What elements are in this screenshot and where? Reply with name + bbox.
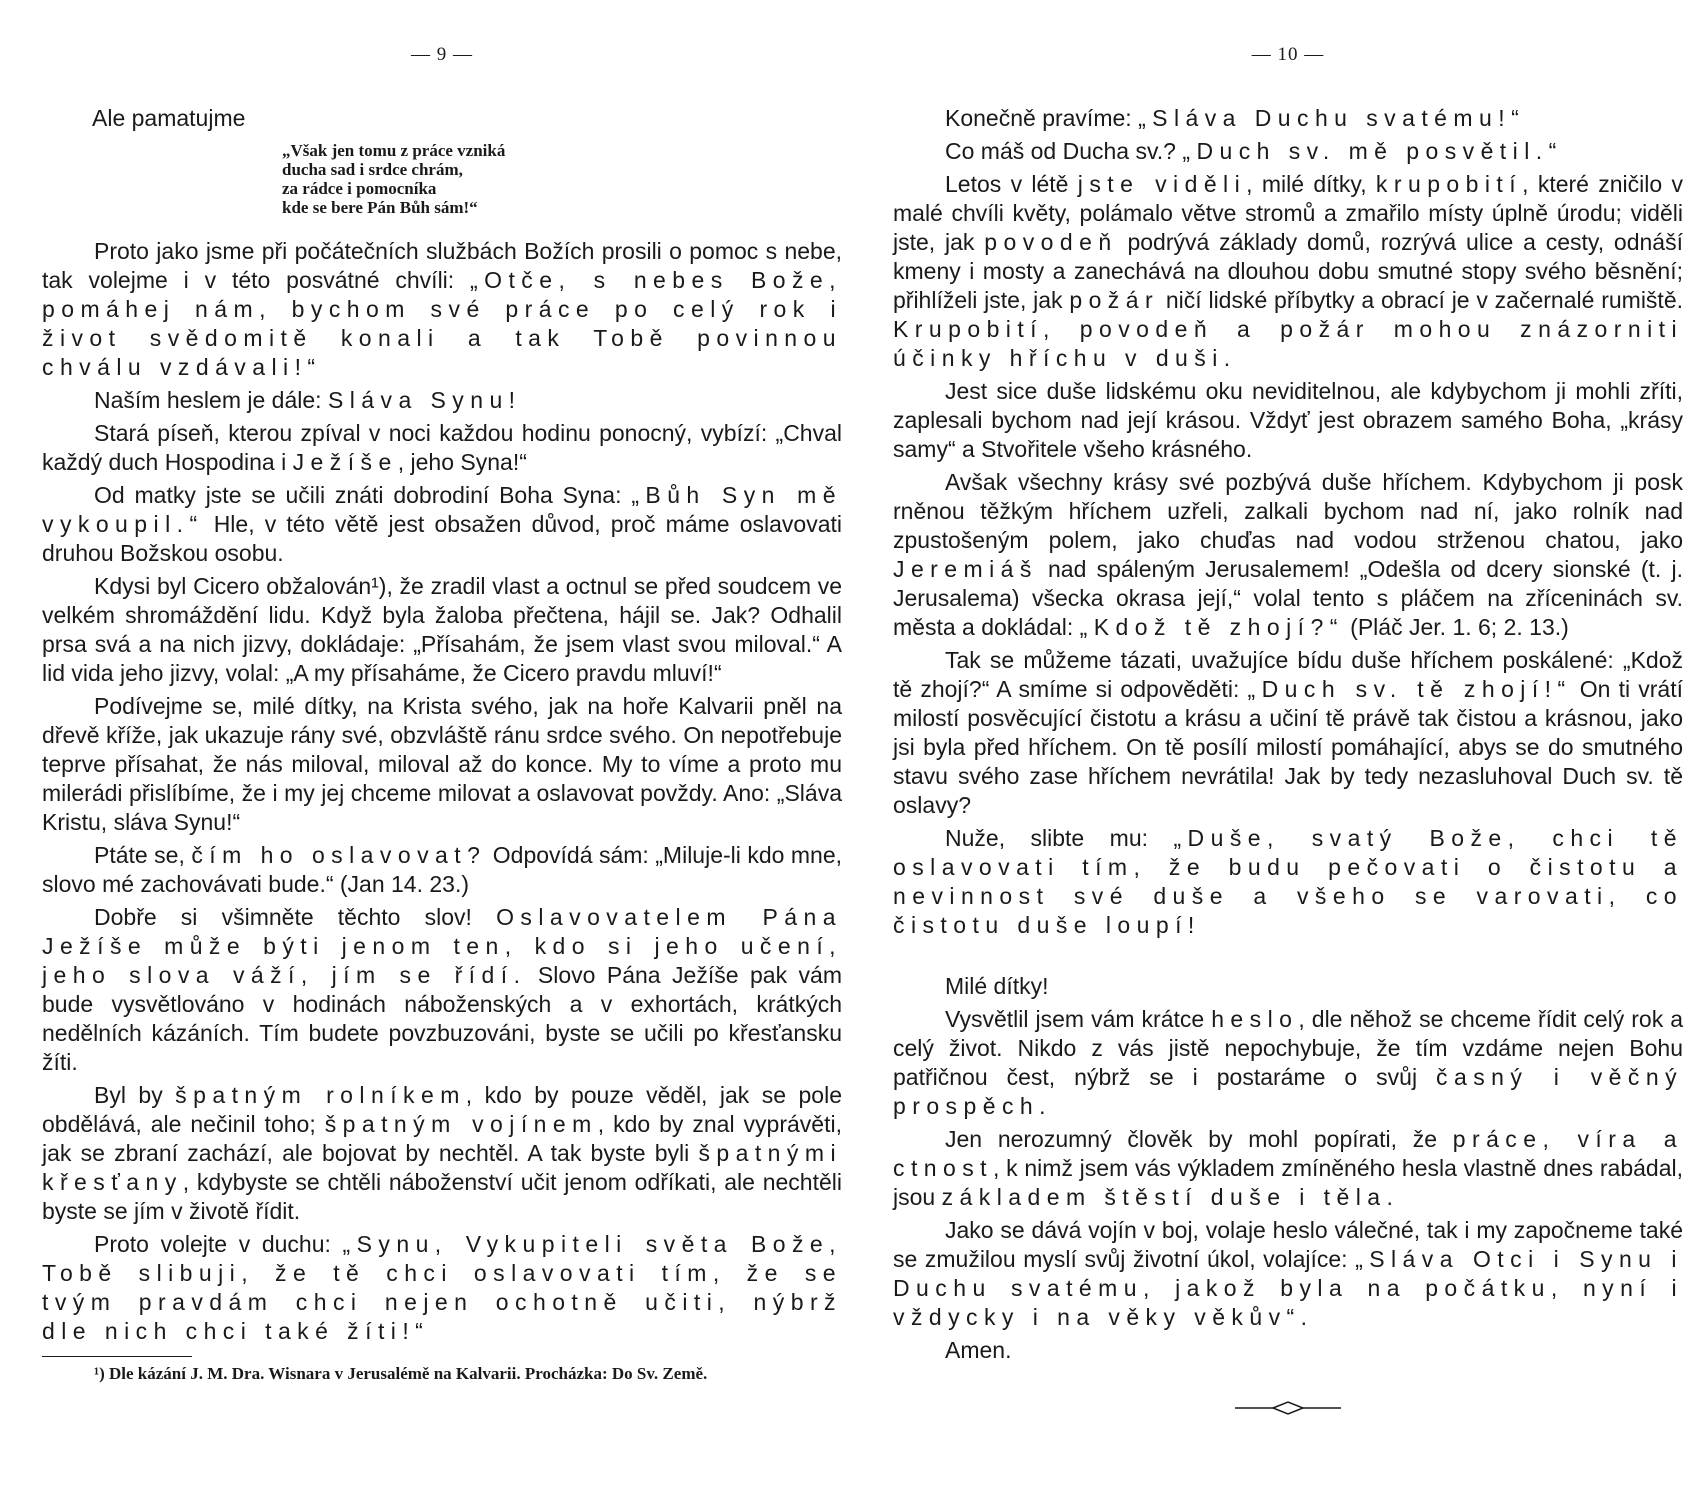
text-run: Tak se můžeme tázati, uvažujíce bídu duše hříchem poskálené: „Kdož tě zhojí?“ A smíme si odpověděti: — [893, 647, 1683, 702]
text-run: Dobře si všimněte těchto slov! — [94, 904, 497, 930]
paragraph — [893, 170, 1683, 373]
emphasis-text: špatnými křesťany — [42, 1140, 842, 1195]
text-run: Co máš od Ducha sv.? — [945, 138, 1183, 164]
text-run: Letos v létě — [945, 171, 1078, 197]
footnote-rule — [42, 1356, 192, 1357]
poem-line: za rádce i pomocníka — [282, 179, 437, 198]
emphasis-text: „Duch sv. tě zhojí!“ — [1247, 676, 1572, 702]
emphasis-text: „Otče, s nebes Bože, pomáhej nám, bychom své práce po celý rok i život svědomitě konali a tak Tobě povinnou chválu vzdávali!“ — [42, 267, 842, 380]
emphasis-text: „Sláva Duchu svatému!“ — [1138, 105, 1526, 131]
text-run: , kdo by znal vyprávěti, jak se zbraní zachází, ale bojovat by nechtěl. A tak byste byli — [42, 1111, 842, 1166]
text-run: Jen nerozumný člověk by mohl popírati, že — [945, 1126, 1453, 1152]
left-page — [42, 0, 842, 1500]
text-run: Jako se dává vojín v boj, volaje heslo válečné, tak i my započneme také se zmužilou myslí svůj životní úkol, volajíce: — [893, 1217, 1683, 1272]
emphasis-text: Sláva Synu! — [327, 387, 522, 413]
text-run: (Pláč Jer. 1. 6; 2. 13.) — [1343, 614, 1569, 640]
emphasis-text: Krupobití, povodeň a požár mohou znázorniti účinky hříchu v duši. — [893, 316, 1683, 371]
emphasis-text: „Synu, Vykupiteli světa Bože, Tobě slibuji, že tě chci oslavovati tím, že se tvým pravdám chci nejen ochotně učiti, nýbrž dle nich chci také žíti!“ — [42, 1231, 842, 1344]
emphasis-text: Jeremiáš — [893, 556, 1038, 582]
text-run: Hle, v této větě jest obsažen důvod, proč máme oslavovati druhou Božskou osobu. — [42, 511, 842, 566]
text-run: Proto jako jsme při počátečních službách Božích prosili o pomoc s nebe, tak volejme i v této posvátné chvíli: — [42, 238, 842, 293]
text-run: Avšak všechny krásy své pozbývá duše hříchem. Kdybychom ji posk rněnou těžkým hříchem uzřeli, zalkali bychom nad ní, jako rolník nad zpustošeným polem, jako chuďas nad vodou strženou chatou, jako — [893, 469, 1683, 553]
poem — [282, 141, 842, 217]
poem-line: „Však jen tomu z práce vzniká — [282, 141, 506, 160]
emphasis-text: čím ho oslavovat? — [191, 842, 487, 868]
page-number: — 9 — — [411, 44, 473, 65]
poem-line: kde se bere Pán Bůh sám!“ — [282, 198, 478, 217]
paragraph — [42, 1230, 842, 1346]
paragraph — [42, 841, 842, 899]
emphasis-text: Ježíše — [292, 449, 398, 475]
text-run: , kdybyste se chtěli náboženství učit jenom odříkati, ale nechtěli byste se jím v životě řídit. — [42, 1169, 842, 1224]
text-run: , jeho Syna!“ — [397, 449, 527, 475]
text-run: Slovo Pána Ježíše pak vám bude vysvětlováno v hodinách náboženských a v exhortách, krátkých nedělních kázáních. Tím budete povzbuzováni, byste se učili po křesťansku žíti. — [42, 962, 842, 1075]
paragraph — [42, 481, 842, 568]
text-run: , milé dítky, — [1246, 171, 1376, 197]
text-run: ničí lidské příbytky a obrací je v začernalé rumiště. — [1159, 287, 1683, 313]
ornament-icon — [1233, 1399, 1343, 1417]
text-run: , dle něhož se chceme řídit celý rok a celý život. Nikdo z vás jistě nepochybuje, že tím vzdáme nejen Bohu patřičnou čest, nýbrž se i postaráme o svůj — [893, 1006, 1684, 1090]
paragraph — [42, 386, 842, 415]
emphasis-text: požár — [1069, 287, 1160, 313]
paragraph — [42, 903, 842, 1077]
footnote: ¹) Dle kázání J. M. Dra. Wisnara v Jerusalémě na Kalvarii. Procházka: Do Sv. Země. — [94, 1364, 708, 1383]
emphasis-text: „Bůh Syn mě vykoupil.“ — [42, 482, 842, 537]
emphasis-text: časný i věčný prospěch. — [893, 1064, 1684, 1119]
end-ornament — [893, 1399, 1683, 1422]
left-page-body — [42, 104, 842, 1384]
emphasis-text: práce, víra a ctnost — [893, 1126, 1683, 1181]
paragraph: Podívejme se, milé dítky, na Krista svého, jak na hoře Kalvarii pněl na dřevě kříže, jak ukazuje rány své, obzvláště ránu srdce svého. On nepotřebuje teprve přísahat, že nás miloval, miloval až do konce. My to víme a proto mu milerádi přislíbíme, že i my jej chceme milovat a oslavovat povždy. Ano: „Sláva Kristu, sláva Synu!“ — [42, 693, 842, 835]
text-run: On ti vrátí milostí posvěcující čistotu a krásu a učiní tě právě tak čistou a krásnou, jako jsi byla před hříchem. On tě posílí milostí pomáhající, abys se do smutného stavu svého zase hříchem nevrátila! Jak by tedy nezasluhoval Duch sv. tě oslavy? — [893, 676, 1684, 818]
emphasis-text: heslo — [1211, 1006, 1299, 1032]
right-page-body — [893, 104, 1683, 1422]
text-run: Konečně pravíme: — [945, 105, 1139, 131]
paragraph — [893, 104, 1683, 133]
emphasis-text: povodeň — [984, 229, 1118, 255]
emphasis-text: „Sláva Otci i Synu i Duchu svatému, jakož byla na počátku, nyní i vždycky i na věky věkův“. — [893, 1246, 1683, 1330]
emphasis-text: jste viděli — [1077, 171, 1247, 197]
text-run: Vysvětlil jsem vám krátce — [945, 1006, 1212, 1032]
right-page — [893, 0, 1683, 1500]
emphasis-text: „Duch sv. mě posvětil.“ — [1182, 138, 1563, 164]
spacer — [893, 944, 1683, 972]
emphasis-text: základem štěstí duše i těla. — [941, 1184, 1400, 1210]
text-run: nad spáleným Jerusalemem! „Odešla od dcery sionské (t. j. Jerusalema) všecka okrasa její,“ volal tento s pláčem na zříceninách sv. města a dokládal: — [893, 556, 1683, 640]
paragraph — [893, 646, 1683, 820]
closing-amen: Amen. — [945, 1337, 1012, 1363]
text-run: Stará píseň, kterou zpíval v noci každou hodinu ponocný, vybízí: „Chval každý duch Hospodina i — [42, 420, 842, 475]
paragraph — [893, 1216, 1683, 1332]
poem-line: ducha sad i srdce chrám, — [282, 160, 463, 179]
text-run: podrývá základy domů, rozrývá ulice a cesty, odnáší kmeny i mosty a zanechává na dlouhou dobu smutné stopy svého běsnění; přihlíželi jste, jak — [893, 229, 1683, 313]
text-run: Ptáte se, — [94, 842, 192, 868]
paragraph — [42, 1081, 842, 1226]
text-run: Nuže, slibte mu: — [945, 825, 1174, 851]
text-run: Proto volejte v duchu: — [94, 1231, 343, 1257]
emphasis-text: Oslavovatelem Pána Ježíše může býti jenom ten, kdo si jeho učení, jeho slova váží, jím se řídí. — [42, 904, 842, 988]
paragraph — [893, 824, 1683, 940]
text-run: Naším heslem je dále: — [94, 387, 328, 413]
emphasis-text: „Kdož tě zhojí?“ — [1079, 614, 1344, 640]
paragraph: Kdysi byl Cicero obžalován¹), že zradil vlast a octnul se před soudcem ve velkém shromáždění lidu. Když byla žaloba přečtena, hájil se. Jak? Odhalil prsa svá a na nich jizvy, dokládaje: „Přísahám, že jsem vlast svou miloval.“ A lid vida jeho jizvy, volal: „A my přísaháme, že Cicero pravdu mluví!“ — [42, 573, 842, 686]
text-run: Od matky jste se učili znáti dobrodiní Boha Syna: — [94, 482, 632, 508]
paragraph — [893, 468, 1683, 642]
paragraph: Jest sice duše lidskému oku neviditelnou, ale kdybychom ji mohli zříti, zaplesali bychom nad její krásou. Vždyť jest obrazem samého Boha, „krásy samy“ a Stvořitele všeho krásného. — [893, 378, 1683, 462]
paragraph — [893, 137, 1683, 166]
paragraph — [42, 237, 842, 382]
text-run: , k nimž jsem vás výkladem zmíněného hesla vlastně dnes rabádal, jsou — [893, 1155, 1683, 1210]
emphasis-text: krupobití — [1375, 171, 1523, 197]
emphasis-text: špatným vojínem — [324, 1111, 598, 1137]
intro-line: Ale pamatujme — [92, 105, 246, 131]
paragraph — [893, 1005, 1683, 1121]
paragraph — [42, 419, 842, 477]
page-number: — 10 — — [1251, 44, 1325, 65]
emphasis-text: „Duše, svatý Bože, chci tě oslavovati tím, že budu pečovati o čistotu a nevinnost své duše a všeho se varovati, co čistotu duše loupí! — [893, 825, 1683, 938]
text-run: , kdo by pouze věděl, jak se pole obdělává, ale nečinil toho; — [42, 1082, 843, 1137]
text-run: Odpovídá sám: „Miluje-li kdo mne, slovo mé zachovávati bude.“ (Jan 14. 23.) — [42, 842, 843, 897]
emphasis-text: špatným rolníkem — [175, 1082, 466, 1108]
text-run: Byl by — [94, 1082, 176, 1108]
paragraph — [893, 1125, 1683, 1212]
text-run: , které zničilo v malé chvíli květy, polámalo větve stromů a zmařilo místy úplně úrodu; viděli jste, jak — [893, 171, 1683, 255]
salutation: Milé dítky! — [945, 973, 1049, 999]
